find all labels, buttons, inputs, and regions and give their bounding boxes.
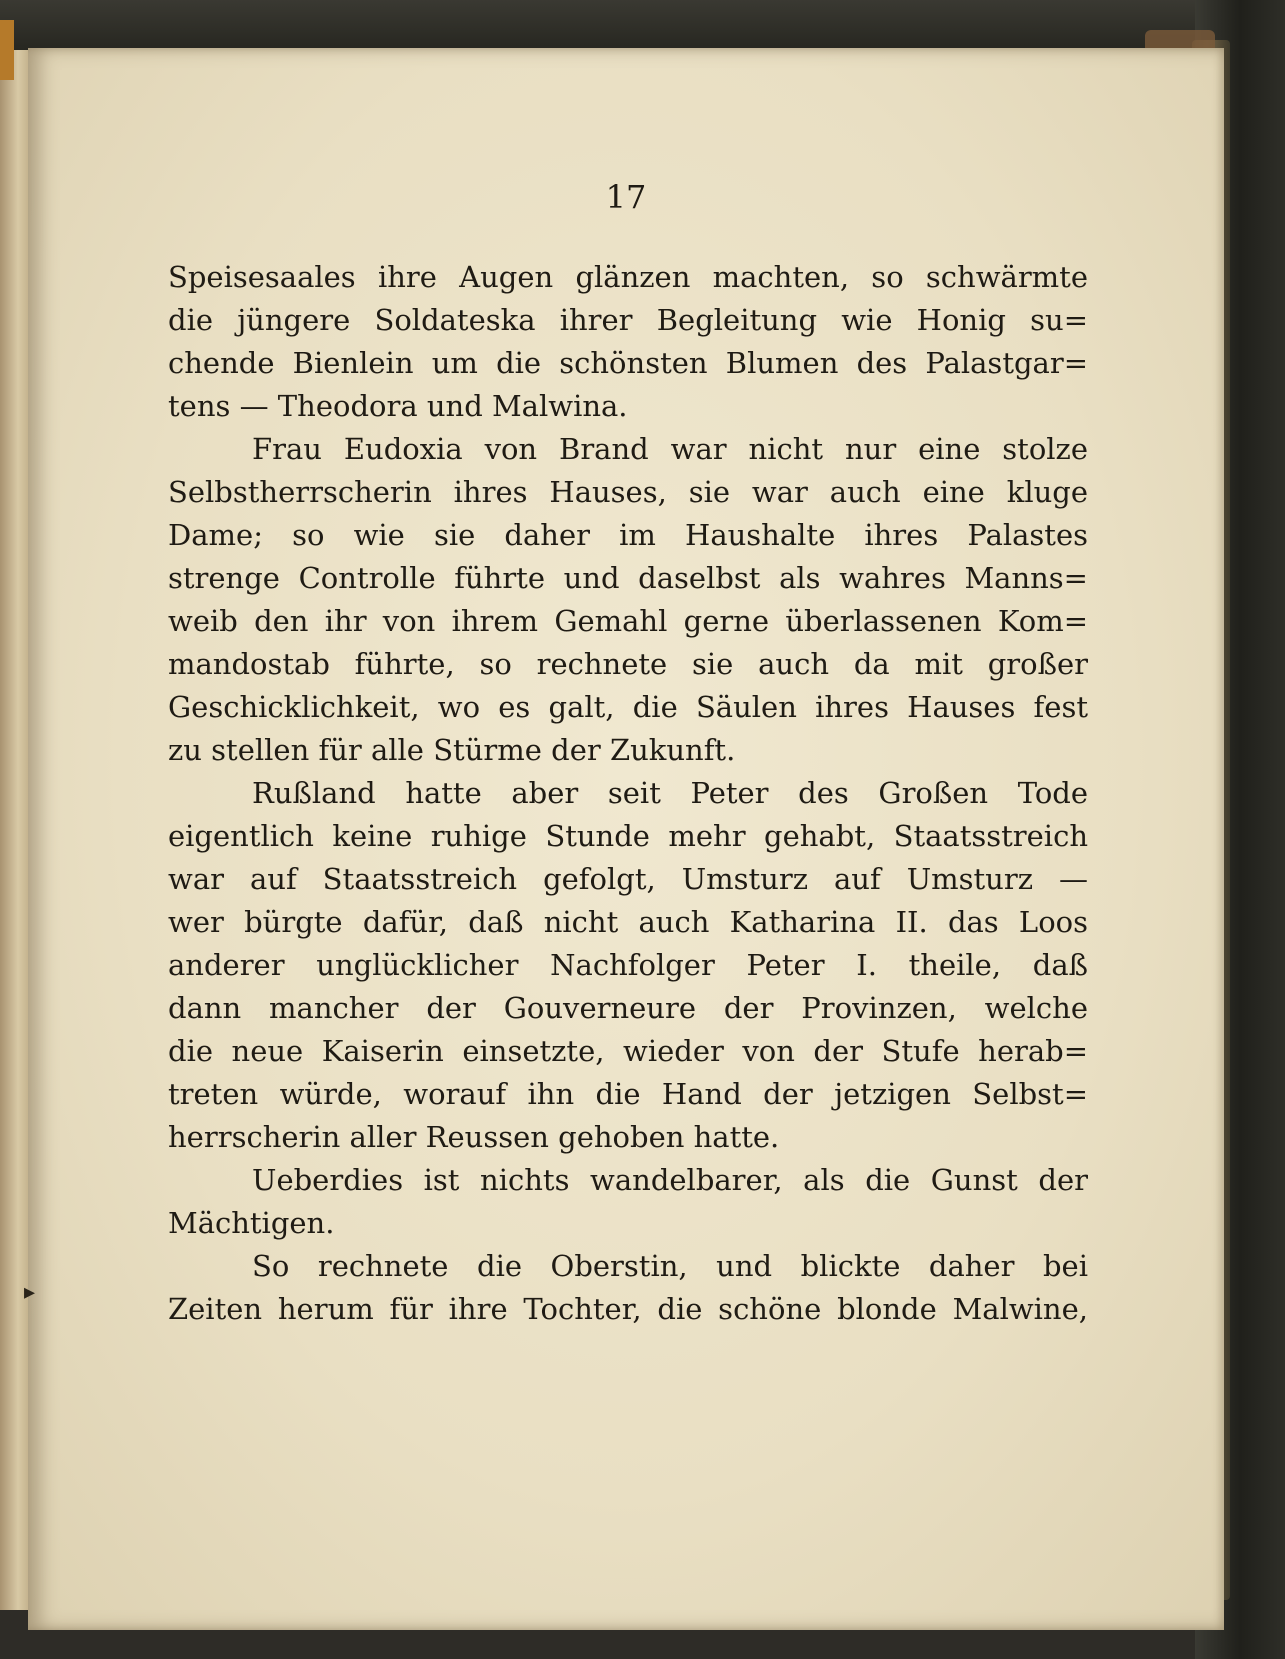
book-page [24,48,1224,1630]
text-line: Rußland hatte aber seit Peter des Großen Tode [252,776,1088,810]
text-line: die jüngere Soldateska ihrer Begleitung wie Honig su= [168,303,1088,337]
text-line: tens — Theodora und Malwina. [168,389,628,423]
text-line: dann mancher der Gouverneure der Provinzen, welche [168,991,1088,1025]
text-line: strenge Controlle führte und daselbst als wahres Manns= [168,561,1088,595]
book-cover-top [0,0,1285,55]
text-line: die neue Kaiserin einsetzte, wieder von der Stufe herab= [168,1034,1088,1068]
page-number: 17 [605,178,647,216]
text-line: Speisesaales ihre Augen glänzen machten, so schwärmte [168,260,1088,294]
text-line: treten würde, worauf ihn die Hand der jetzigen Selbst= [168,1077,1088,1111]
text-line: weib den ihr von ihrem Gemahl gerne überlassenen Kom= [168,604,1088,638]
text-line: anderer unglücklicher Nachfolger Peter I. theile, daß [168,948,1088,982]
margin-arrow-icon: ▸ [24,1280,36,1305]
text-line: wer bürgte dafür, daß nicht auch Katharina II. das Loos [168,905,1088,939]
bookmark-ribbon [0,20,14,80]
text-line: So rechnete die Oberstin, und blickte daher bei [252,1249,1088,1283]
text-line: Mächtigen. [168,1206,335,1240]
facing-page-edge [0,50,30,1610]
text-line: mandostab führte, so rechnete sie auch da mit großer [168,647,1088,681]
text-line: Ueberdies ist nichts wandelbarer, als die Gunst der [252,1163,1088,1197]
text-line: Zeiten herum für ihre Tochter, die schöne blonde Malwine, [168,1292,1088,1326]
page-text [168,256,1088,1331]
text-line: Geschicklichkeit, wo es galt, die Säulen ihres Hauses fest [168,690,1088,724]
text-line: herrscherin aller Reussen gehoben hatte. [168,1120,780,1154]
text-line: chende Bienlein um die schönsten Blumen des Palastgar= [168,346,1088,380]
text-line: Frau Eudoxia von Brand war nicht nur eine stolze [252,432,1088,466]
text-line: Dame; so wie sie daher im Haushalte ihres Palastes [168,518,1088,552]
text-line: zu stellen für alle Stürme der Zukunft. [168,733,736,767]
text-line: war auf Staatsstreich gefolgt, Umsturz auf Umsturz — [168,862,1088,896]
text-line: eigentlich keine ruhige Stunde mehr gehabt, Staatsstreich [168,819,1088,853]
text-line: Selbstherrscherin ihres Hauses, sie war auch eine kluge [168,475,1088,509]
